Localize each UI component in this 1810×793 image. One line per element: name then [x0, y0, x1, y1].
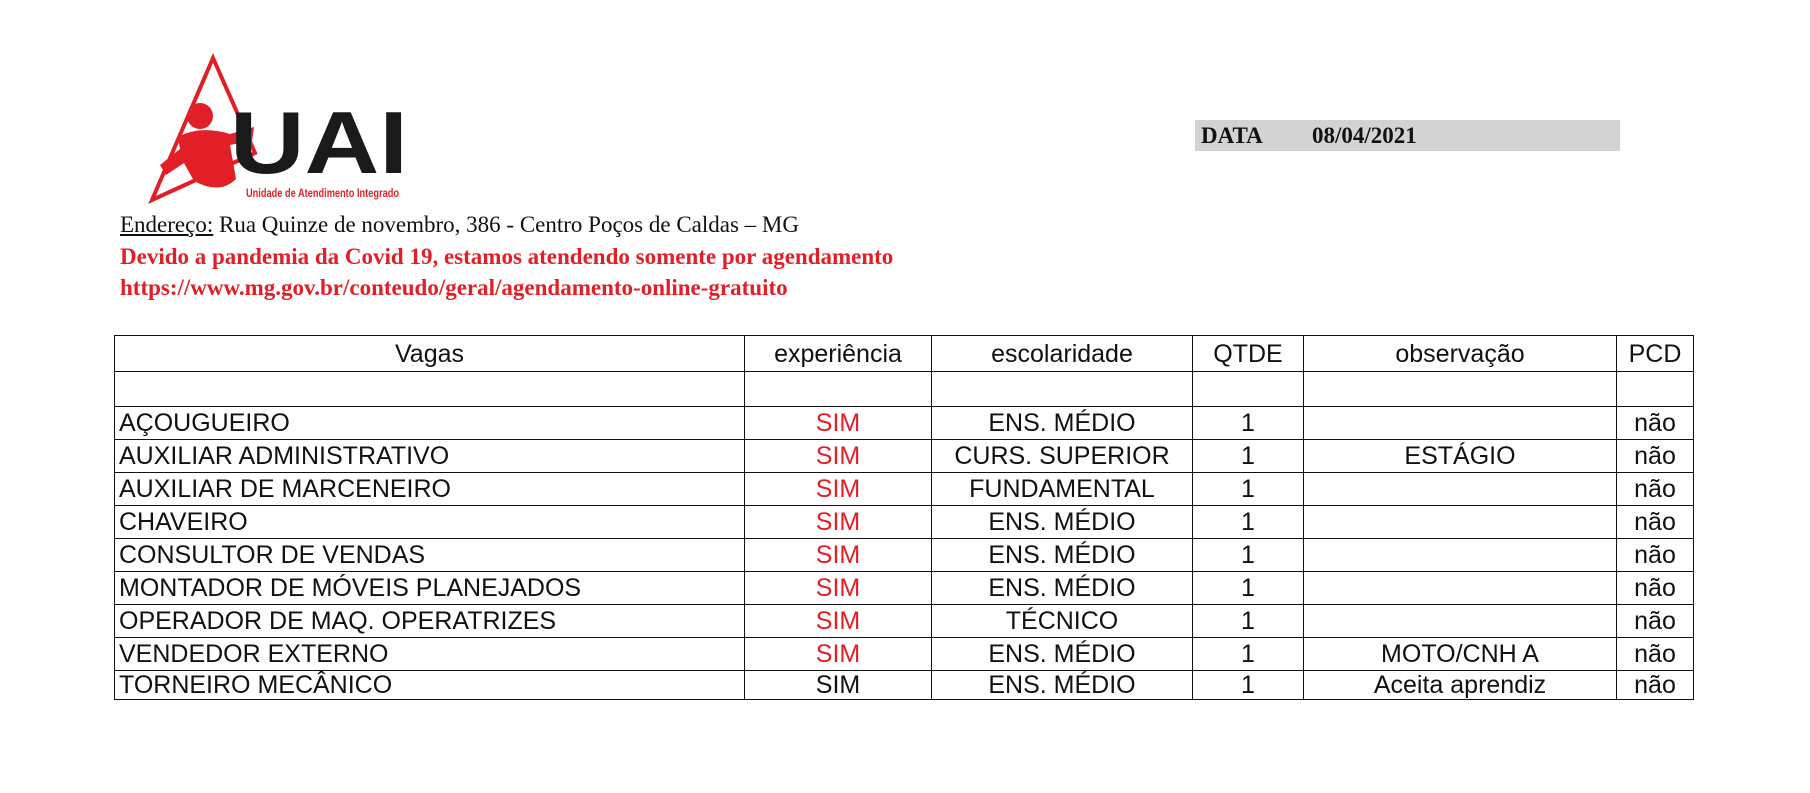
table-row	[115, 473, 1694, 506]
table-row	[115, 539, 1694, 572]
date-value: 08/04/2021	[1312, 123, 1417, 148]
logo-wordmark: UAI	[230, 93, 408, 192]
cell-escolaridade: TÉCNICO	[932, 605, 1193, 638]
date-box	[1195, 120, 1620, 151]
cell-experiencia: SIM	[745, 407, 932, 440]
cell-vaga: MONTADOR DE MÓVEIS PLANEJADOS	[115, 572, 745, 605]
cell-escolaridade: ENS. MÉDIO	[932, 407, 1193, 440]
cell-observacao	[1304, 407, 1617, 440]
cell-pcd: não	[1617, 638, 1694, 671]
cell-qtde: 1	[1193, 506, 1304, 539]
cell-observacao	[1304, 572, 1617, 605]
cell-pcd: não	[1617, 605, 1694, 638]
cell-qtde: 1	[1193, 572, 1304, 605]
scheduling-url[interactable]: https://www.mg.gov.br/conteudo/geral/agendamento-online-gratuito	[120, 275, 788, 300]
cell-observacao: ESTÁGIO	[1304, 440, 1617, 473]
address-label: Endereço:	[120, 212, 214, 237]
cell-observacao	[1304, 605, 1617, 638]
header-experiencia: experiência	[745, 336, 932, 372]
cell-pcd: não	[1617, 473, 1694, 506]
header-observacao: observação	[1304, 336, 1617, 372]
blank-cell	[745, 372, 932, 407]
table-row	[115, 605, 1694, 638]
cell-vaga: VENDEDOR EXTERNO	[115, 638, 745, 671]
table-row	[115, 638, 1694, 671]
cell-experiencia: SIM	[745, 605, 932, 638]
logo-tagline: Unidade de Atendimento Integrado	[246, 188, 399, 200]
cell-experiencia: SIM	[745, 572, 932, 605]
cell-qtde: 1	[1193, 671, 1304, 700]
uai-logo-graphic	[150, 55, 415, 205]
cell-escolaridade: ENS. MÉDIO	[932, 506, 1193, 539]
cell-observacao	[1304, 473, 1617, 506]
blank-cell	[115, 372, 745, 407]
header-vagas: Vagas	[115, 336, 745, 372]
cell-experiencia: SIM	[745, 539, 932, 572]
cell-experiencia: SIM	[745, 473, 932, 506]
blank-cell	[932, 372, 1193, 407]
job-vacancies-table	[114, 335, 1694, 700]
table-row	[115, 506, 1694, 539]
uai-logo	[150, 55, 415, 205]
cell-experiencia: SIM	[745, 506, 932, 539]
cell-vaga: AÇOUGUEIRO	[115, 407, 745, 440]
cell-pcd: não	[1617, 572, 1694, 605]
cell-escolaridade: ENS. MÉDIO	[932, 572, 1193, 605]
date-label: DATA	[1201, 123, 1263, 148]
header-qtde: QTDE	[1193, 336, 1304, 372]
cell-qtde: 1	[1193, 440, 1304, 473]
blank-cell	[1193, 372, 1304, 407]
cell-experiencia: SIM	[745, 671, 932, 700]
cell-escolaridade: ENS. MÉDIO	[932, 638, 1193, 671]
cell-pcd: não	[1617, 407, 1694, 440]
cell-vaga: OPERADOR DE MAQ. OPERATRIZES	[115, 605, 745, 638]
table-row	[115, 440, 1694, 473]
cell-qtde: 1	[1193, 473, 1304, 506]
cell-experiencia: SIM	[745, 440, 932, 473]
cell-qtde: 1	[1193, 539, 1304, 572]
blank-cell	[1617, 372, 1694, 407]
cell-pcd: não	[1617, 506, 1694, 539]
cell-vaga: AUXILIAR ADMINISTRATIVO	[115, 440, 745, 473]
cell-observacao	[1304, 506, 1617, 539]
cell-observacao: Aceita aprendiz	[1304, 671, 1617, 700]
address-line	[120, 210, 799, 240]
table-row	[115, 671, 1694, 700]
cell-escolaridade: ENS. MÉDIO	[932, 539, 1193, 572]
cell-vaga: TORNEIRO MECÂNICO	[115, 671, 745, 700]
cell-qtde: 1	[1193, 407, 1304, 440]
blank-cell	[1304, 372, 1617, 407]
cell-escolaridade: CURS. SUPERIOR	[932, 440, 1193, 473]
cell-vaga: AUXILIAR DE MARCENEIRO	[115, 473, 745, 506]
cell-escolaridade: FUNDAMENTAL	[932, 473, 1193, 506]
cell-vaga: CONSULTOR DE VENDAS	[115, 539, 745, 572]
header-pcd: PCD	[1617, 336, 1694, 372]
covid-notice: Devido a pandemia da Covid 19, estamos atendendo somente por agendamento	[120, 244, 894, 269]
cell-pcd: não	[1617, 539, 1694, 572]
cell-vaga: CHAVEIRO	[115, 506, 745, 539]
cell-qtde: 1	[1193, 638, 1304, 671]
table-row	[115, 572, 1694, 605]
table-header-row	[115, 336, 1694, 372]
cell-qtde: 1	[1193, 605, 1304, 638]
table-row	[115, 407, 1694, 440]
cell-escolaridade: ENS. MÉDIO	[932, 671, 1193, 700]
cell-pcd: não	[1617, 440, 1694, 473]
address-value: Rua Quinze de novembro, 386 - Centro Poços de Caldas – MG	[213, 212, 799, 237]
cell-experiencia: SIM	[745, 638, 932, 671]
logo-person-head	[187, 103, 213, 129]
cell-observacao	[1304, 539, 1617, 572]
header-escolaridade: escolaridade	[932, 336, 1193, 372]
cell-pcd: não	[1617, 671, 1694, 700]
table-blank-row	[115, 372, 1694, 407]
cell-observacao: MOTO/CNH A	[1304, 638, 1617, 671]
